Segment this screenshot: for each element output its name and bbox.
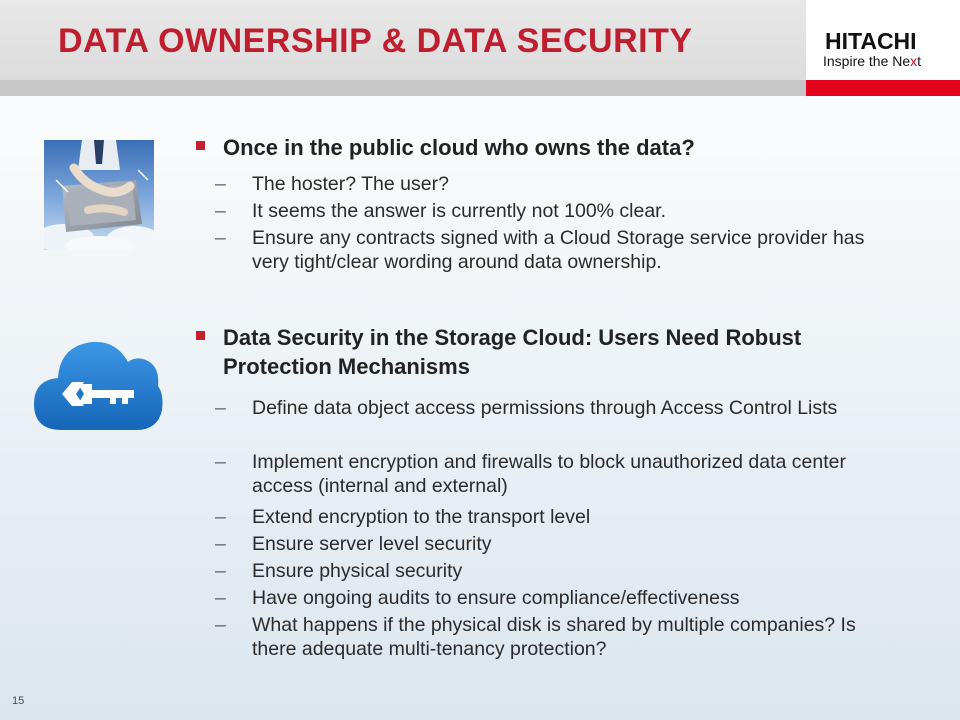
dash-bullet: – xyxy=(215,614,226,636)
item-text: Implement encryption and firewalls to block unauthorized data center access (internal and external) xyxy=(252,451,846,497)
item-text: Define data object access permissions through Access Control Lists xyxy=(252,397,838,419)
dash-bullet: – xyxy=(215,506,226,528)
dash-bullet: – xyxy=(215,451,226,473)
dash-bullet: – xyxy=(215,227,226,249)
item-text: Ensure any contracts signed with a Cloud Storage service provider has very tight/clear wording around data ownership. xyxy=(252,227,865,273)
header-underline xyxy=(0,80,806,96)
heading-text: Once in the public cloud who owns the data? xyxy=(223,135,695,160)
heading-text: Data Security in the Storage Cloud: Users Need Robust Protection Mechanisms xyxy=(223,325,802,379)
bullet-square xyxy=(196,141,205,150)
tagline-part: Inspire the Ne xyxy=(823,53,911,69)
dash-bullet: – xyxy=(215,587,226,609)
item-text: The hoster? The user? xyxy=(252,173,449,195)
page-number: 15 xyxy=(12,695,25,707)
item-text: Ensure physical security xyxy=(252,560,463,582)
item-text: It seems the answer is currently not 100% clear. xyxy=(252,200,667,222)
tagline-x: x xyxy=(910,53,918,69)
slide-title: DATA OWNERSHIP & DATA SECURITY xyxy=(58,22,693,60)
dash-bullet: – xyxy=(215,533,226,555)
logo-tagline xyxy=(823,53,921,69)
dash-bullet: – xyxy=(215,173,226,195)
item-text: What happens if the physical disk is shared by multiple companies? Is there adequate multi-tenancy protection? xyxy=(252,614,856,660)
item-text: Ensure server level security xyxy=(252,533,492,555)
dash-bullet: – xyxy=(215,200,226,222)
cloud-key-icon xyxy=(32,330,164,434)
item-text: Have ongoing audits to ensure compliance/effectiveness xyxy=(252,587,740,609)
hitachi-logo: HITACHI xyxy=(825,28,917,54)
bullet-square xyxy=(196,331,205,340)
dash-bullet: – xyxy=(215,560,226,582)
hands-holding-laptop-image xyxy=(44,140,154,250)
dash-bullet: – xyxy=(215,397,226,419)
logo-red-bar xyxy=(806,80,960,96)
item-text: Extend encryption to the transport level xyxy=(252,506,591,528)
tagline-part: t xyxy=(917,53,922,69)
